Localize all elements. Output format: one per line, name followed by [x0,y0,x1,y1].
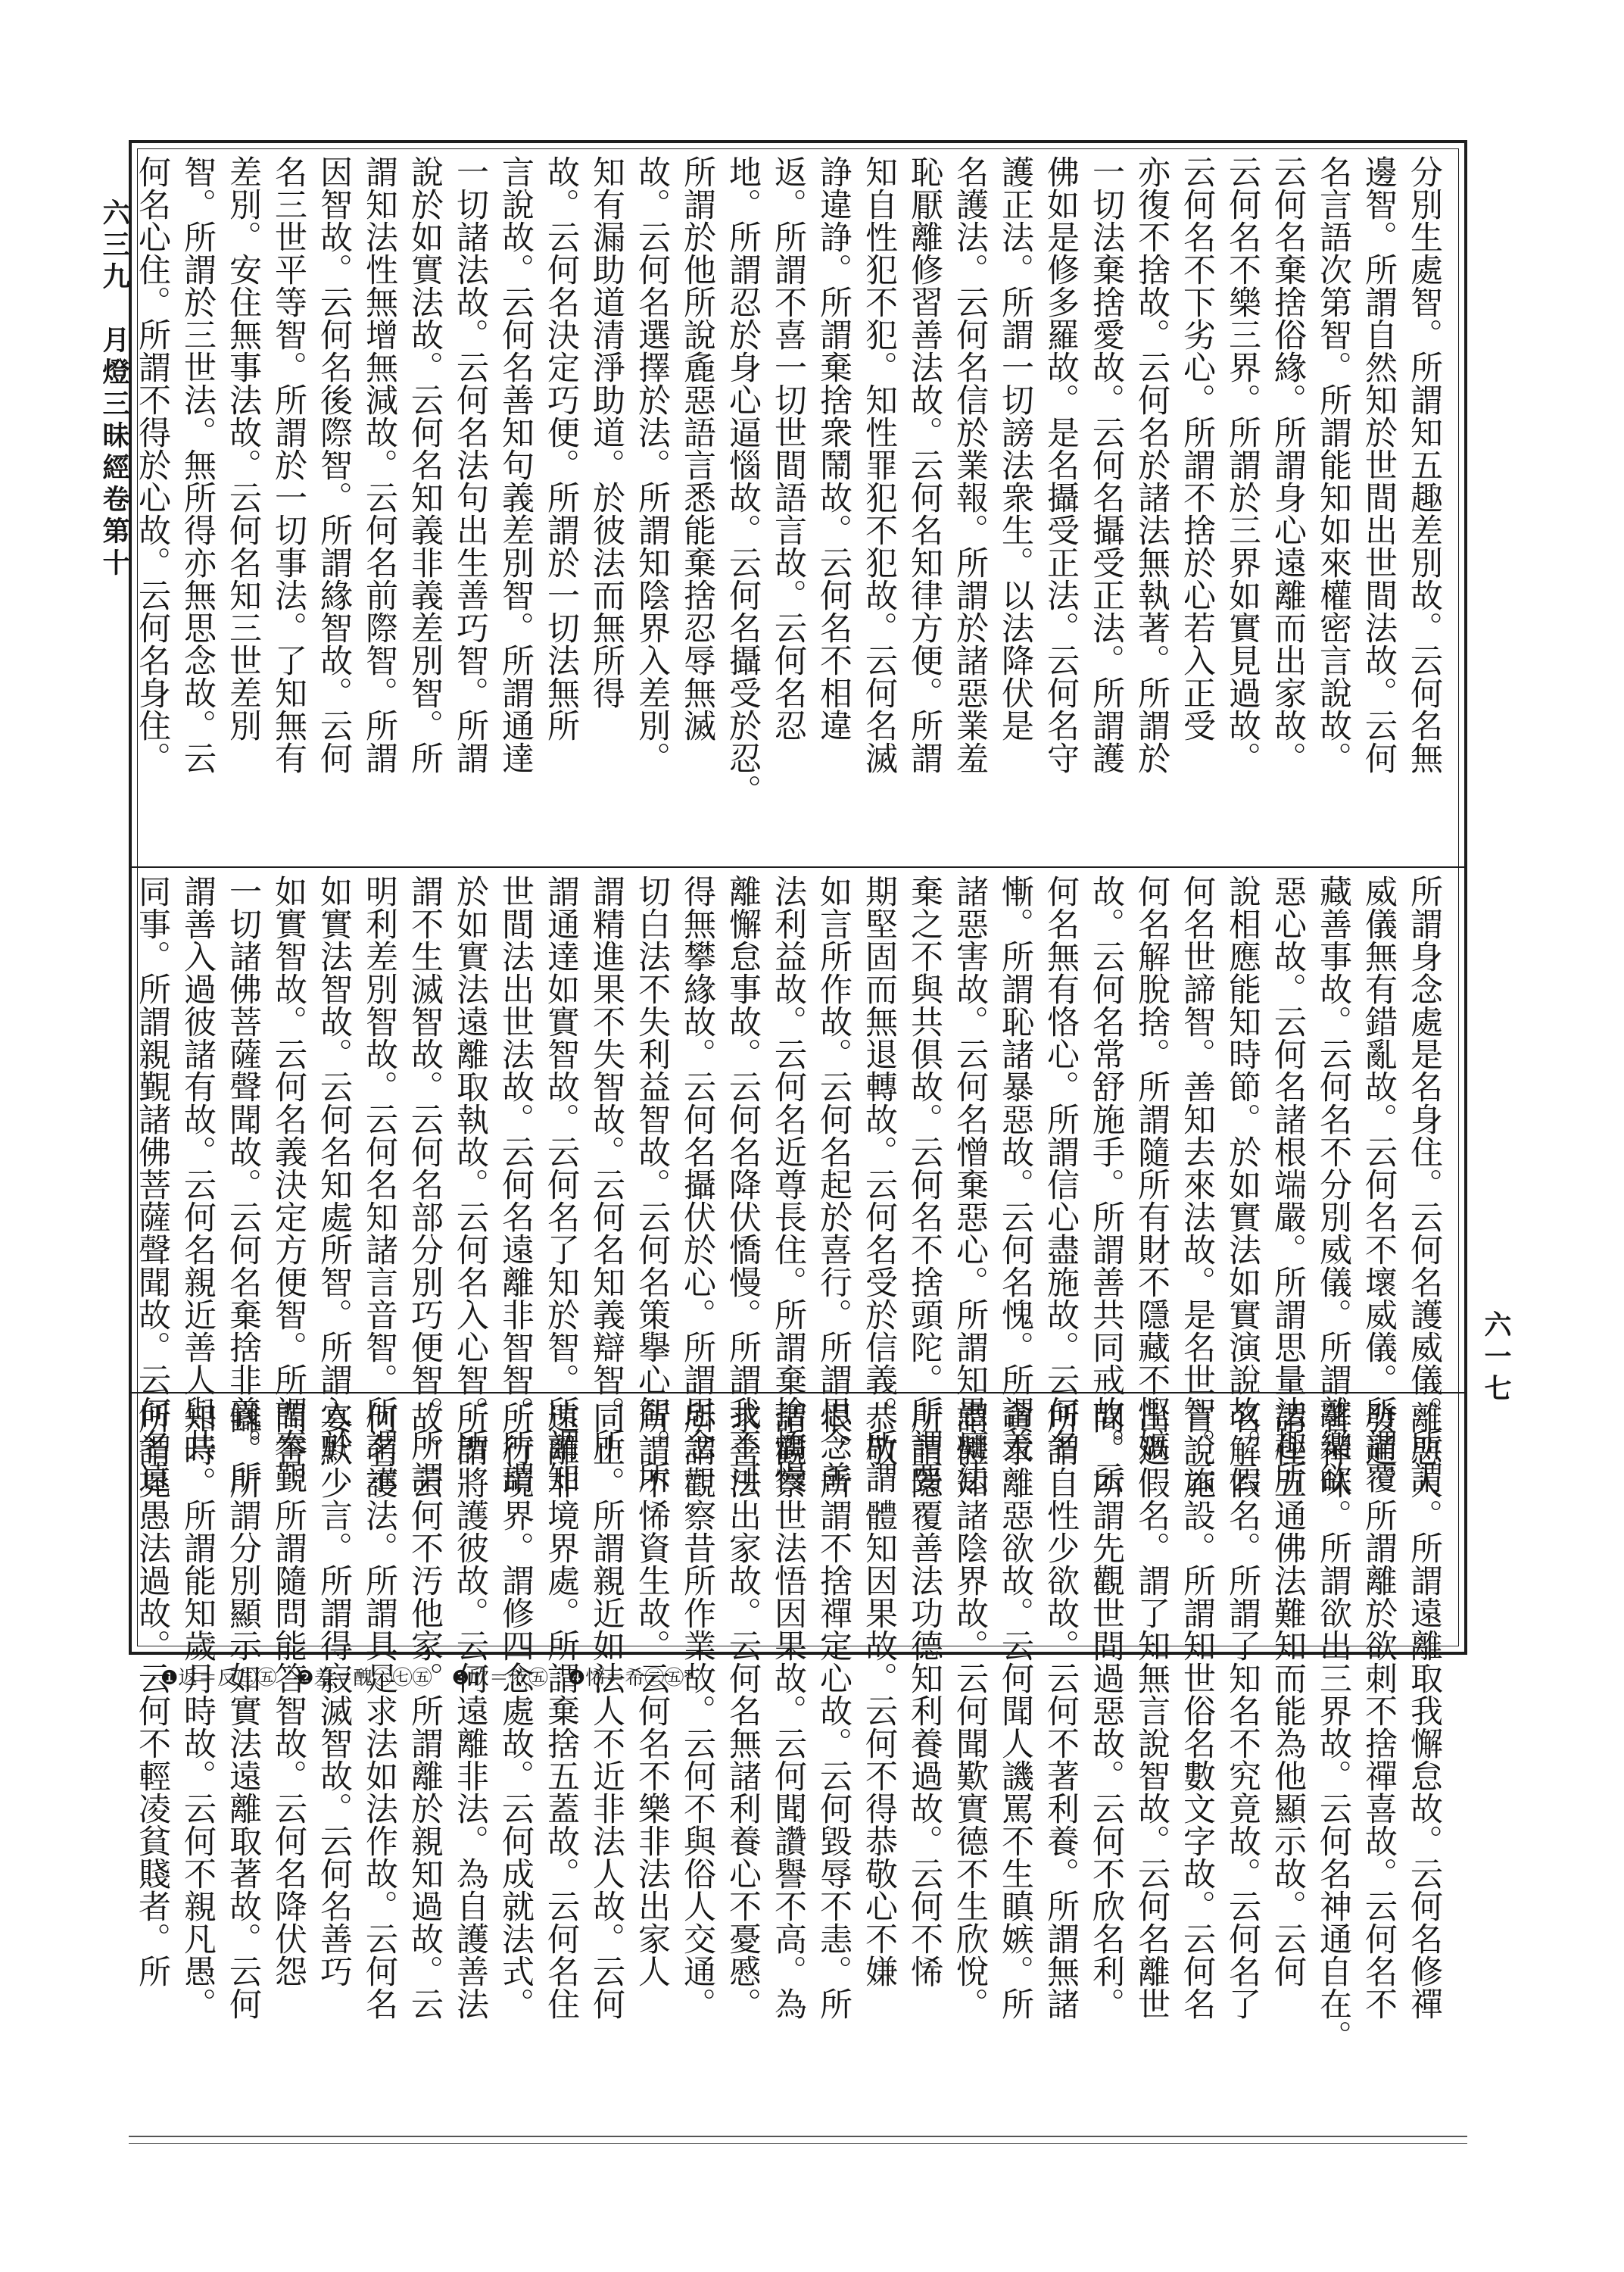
text-column: 說相應能知時節。於如實法如實演說故。云 [1223,875,1261,1493]
text-column: 故。云何名常舒施手。所謂善共同戒故。云 [1087,875,1125,1493]
text-column: 邊智。所謂自然知於世間出世間法故。云何 [1360,155,1398,774]
text-column: 於如實法遠離取執故。云何名入心智。所 [451,875,489,1461]
text-column: 云何名不樂三界。所謂於三界如實見過故。 [1223,155,1261,774]
text-column: 惡心故。云何名諸根端嚴。所謂思量法趣所 [1269,875,1307,1493]
text-column: 著禪味。所謂欲出三界故。云何名神通自在。 [1314,1401,1352,2052]
text-column: 知自性犯不犯。知性罪犯不犯故。云何名滅 [860,155,898,774]
text-column: 護正法。所謂一切謗法衆生。以法降伏是 [996,155,1034,741]
text-column: 慚。所謂恥諸暴惡故。云何名愧。所謂羞 [996,875,1034,1461]
page-header: 六三九 月燈三昧經卷第十 [98,198,130,580]
text-column: 差別。安住無事法故。云何名知三世差別 [224,155,262,741]
bottom-rule [129,2143,1467,2144]
text-column: 藏善事故。云何名不分別威儀。所謂離樂欲 [1314,875,1352,1493]
text-column: 恥厭離修習善法故。云何名知律方便。所謂 [906,155,943,774]
text-column: 云何名棄捨俗緣。所謂身心遠離而出家故。 [1269,155,1307,774]
text-column: 謂善入過彼諸有故。云何名親近善人與共 [179,875,217,1461]
text-column: 得無攀緣故。云何名攝伏於心。所謂思念一 [678,875,716,1493]
text-column: 法利益故。云何名近尊長住。所謂棄捨憍慢 [769,875,807,1493]
text-column: 出過假名。謂了知無言說智故。云何名離世 [1133,1401,1170,2020]
text-column: 謂住五通佛法難知而能為他顯示故。云何 [1269,1401,1307,1987]
text-band-middle [132,875,1464,1493]
text-column: 離惡人。所謂遠離取我懈怠故。云何名修禪 [1405,1401,1443,2020]
text-column: 明利差別智故。云何名知諸言音智。所謂示 [360,875,398,1493]
text-column: 說於如實法故。云何名知義非義差別智。所 [406,155,444,774]
text-column: 何名無有恪心。所謂信心盡施故。云何名 [1042,875,1080,1461]
text-column: 讎。所謂分別顯示如實法遠離取著故。云何 [224,1401,262,2020]
text-column: 諸惡害故。云何名憎棄惡心。所謂知愚癡法 [951,875,989,1493]
text-column: 如實法智故。云何名知處所智。所謂入於 [315,875,353,1461]
text-column: 謂體知諸陰界故。云何聞歎實德不生欣悅。 [951,1401,989,2020]
text-column: 言說故。云何名善知句義差別智。所謂通達 [497,155,535,774]
text-column: 云何名不下劣心。所謂不捨於心若入正受 [1178,155,1216,741]
text-band-top [132,155,1464,860]
text-column: 一切法棄捨愛故。云何名攝受正法。所謂護 [1087,155,1125,774]
text-column: 亦復不捨故。云何名於諸法無執著。所謂於 [1133,155,1170,774]
text-column: 所行境界。謂修四念處故。云何成就法式。 [497,1401,535,2020]
text-column: 同止。所謂親近如法人不近非法人故。云何 [588,1401,625,2020]
text-column: 何名護法。所謂具足求法如法作故。云何名 [360,1401,398,2020]
band-columns [133,155,1443,860]
text-column: 所謂見愚法過故。云何不輕凌貧賤者。所 [133,1401,171,1987]
text-column: 如言所作故。云何名起於喜行。所謂思念善 [815,875,853,1493]
text-column: 返。所謂不喜一切世間語言故。云何名忍 [769,155,807,741]
footnote-variants: ❶返＝反㊂㊄ ❷羞＝醜㊅㊆㊄ ❸欣＝依㊄ ❹悕＝希㊂㊄* [161,1667,694,1690]
text-column: 棄之不與共俱故。云何名不捨頭陀。所謂要 [906,875,943,1493]
text-column: 間。所謂先觀世間過惡故。云何不欣名利。 [1087,1401,1125,2020]
text-column: 切白法不失利益智故。云何名策擧心智。所 [633,875,671,1493]
text-column: 謂知法性無增無減故。云何名前際智。所謂 [360,155,398,774]
text-column: 所謂自性少欲故。云何不著利養。所謂無諸 [1042,1401,1080,2020]
text-column: 因智故。云何名後際智。所謂緣智故。云何 [315,155,353,774]
text-column: 威儀無有錯亂故。云何名不壞威儀。所謂覆 [1360,875,1398,1493]
text-column: 所謂隱覆善法功德知利養過故。云何不悕 [906,1401,943,1987]
text-column: 名三世平等智。所謂於一切事法。了知無有 [270,155,307,774]
text-column: 期堅固而無退轉故。云何名受於信義。所謂 [860,875,898,1493]
text-column: 恨。所謂不捨禪定心故。云何毀辱不恚。所 [815,1401,853,2020]
text-column: 一切諸法故。云何名法句出生善巧智。所謂 [451,155,489,774]
text-column: 宴默少言。所謂得寂滅智故。云何名善巧 [315,1401,353,1987]
band-columns [133,875,1443,1493]
text-column: 謂觀察世法悟因果故。云何聞讚譽不高。為 [769,1401,807,2020]
text-column: 佛如是修多羅故。是名攝受正法。云何名守 [1042,155,1080,774]
band-divider [132,866,1464,868]
text-column: 名解假名。所謂了知名不究竟故。云何名了 [1223,1401,1261,2020]
text-column: 何名心住。所謂不得於心故。云何名身住。 [133,155,171,774]
page-number: 六一七 [1480,1310,1512,1406]
text-column: 恭敬。體知因果故。云何不得恭敬心不嫌 [860,1401,898,1987]
text-column: 謂精進果不失智故。云何名知義辯智。所 [588,875,625,1461]
text-column: 問答。所謂隨問能答智故。云何名降伏怨 [270,1401,307,1987]
text-column: 謂不生滅智故。云何名部分別巧便智。所謂 [406,875,444,1493]
text-column: 同事。所謂親覲諸佛菩薩聲聞故。云何名遠 [133,875,171,1493]
bottom-rule [129,2136,1467,2137]
band-divider [132,1392,1464,1393]
text-column: 名護法。云何名信於業報。所謂於諸惡業羞 [951,155,989,774]
text-column: 何名解脫捨。所謂隨所有財不隱藏不慳嫉 [1133,875,1170,1461]
text-column: 如實智故。云何名義決定方便智。所謂奉覲 [270,875,307,1493]
text-column: 求善法出家故。云何名無諸利養心不憂慼。 [724,1401,762,2020]
text-column: 智。所謂於三世法。無所得亦無思念故。云 [179,155,217,774]
text-column: 諍違諍。所謂棄捨衆鬧故。云何名不相違 [815,155,853,741]
text-column: 故。云何名選擇於法。所謂知陰界入差別。 [633,155,671,774]
text-column: 故。云何名決定巧便。所謂於一切法無所 [542,155,580,741]
text-column: 所謂觀察昔所作業故。云何不與俗人交通。 [678,1401,716,2020]
text-column: 分別生處智。所謂知五趣差別故。云何名無 [1405,155,1443,774]
text-column: 所謂身念處是名身住。云何名護威儀。所謂 [1405,875,1443,1493]
text-column: 所謂不悕資生故。云何名不樂非法出家人 [633,1401,671,1987]
text-column: 遠離非境界處。所謂棄捨五蓋故。云何名住 [542,1401,580,2020]
text-column: 貪求離惡欲故。云何聞人譏罵不生瞋嫉。所 [996,1401,1034,2020]
text-column: 名言語次第智。所謂能知如來權密言說故。 [1314,155,1352,774]
text-column: 世間法出世法故。云何名遠離非智智。所謂 [497,875,535,1493]
text-column: 言說施設。所謂知世俗名數文字故。云何名 [1178,1401,1216,2020]
text-column: 故。云何不汚他家。所謂離於親知過故。云 [406,1401,444,2020]
text-column: 何名世諦智。善知去來法故。是名世智。云 [1178,875,1216,1493]
text-column: 所謂於他所說麁惡語言悉能棄捨忍辱無滅 [678,155,716,741]
text-column: 知時。所謂能知歲月時故。云何不親凡愚。 [179,1401,217,2020]
text-column: 地。所謂忍於身心逼惱故。云何名攝受於忍。 [724,155,762,807]
text-column: 謂通達如實智故。云何名了知於智。所謂知 [542,875,580,1493]
text-column: 離懈怠事故。云何名降伏憍慢。所謂我不可 [724,875,762,1493]
text-column: 知有漏助道清淨助道。於彼法而無所得 [588,155,625,709]
text-column: 所謂將護彼故。云何遠離非法。為自護善法 [451,1401,489,2020]
text-column: 一切諸佛菩薩聲聞故。云何名棄捨非義。所 [224,875,262,1493]
text-column: 發通。所謂離於欲刺不捨禪喜故。云何名不 [1360,1401,1398,2020]
